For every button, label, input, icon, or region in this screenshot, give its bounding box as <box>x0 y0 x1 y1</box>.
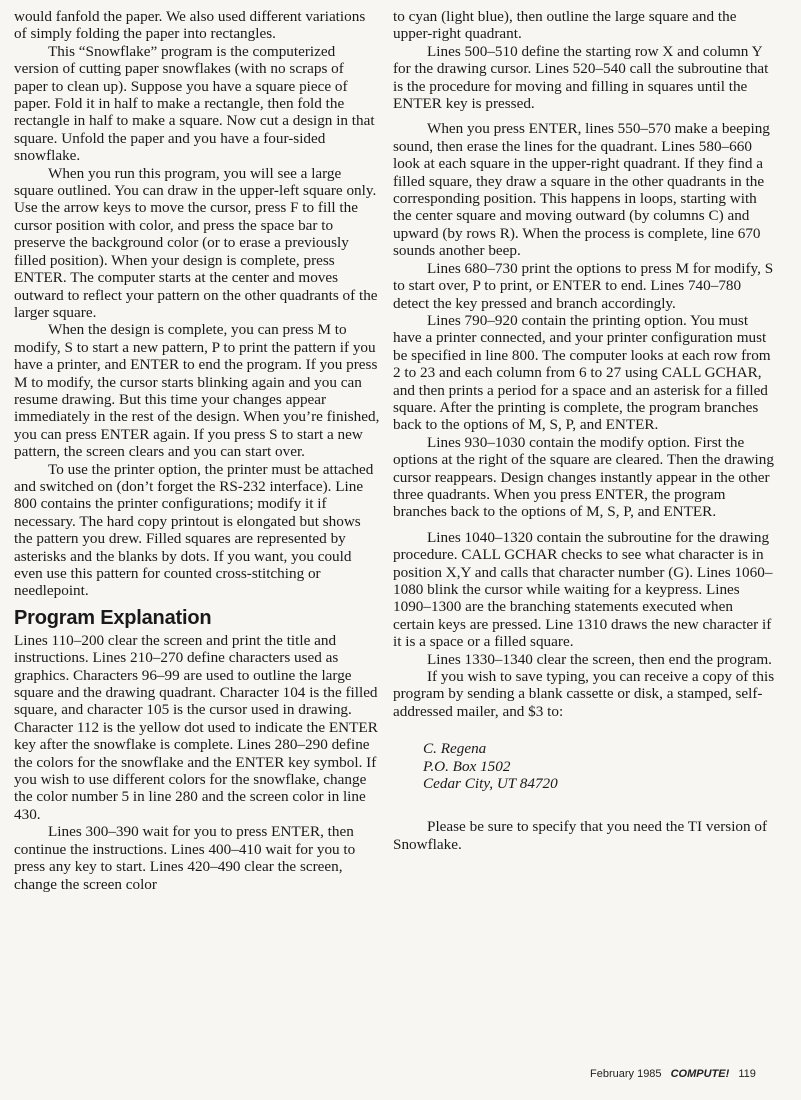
paragraph: Lines 110–200 clear the screen and print the title and instructions. Lines 210–270 define characters used as graphics. Characters 96–99 are used to outline the large square and the drawing quadrant. Character 104 is the filled square, and character 105 is the cursor used in drawing. Character 112 is the yellow dot used to indicate the ENTER key after the snowflake is complete. Lines 280–290 define the colors for the snowflake and the ENTER key symbol. If you wish to use different colors for the snowflake, change the color number 5 in line 280 and the screen color in line 430. <box>14 631 378 823</box>
paragraph: If you wish to save typing, you can receive a copy of this program by sending a blank cassette or disk, a stamped, self-addressed mailer, and $3 to: <box>393 668 775 720</box>
address-line: C. Regena <box>423 740 487 758</box>
paragraph: Lines 790–920 contain the printing option. You must have a printer connected, and your printer configuration must be specified in line 800. The computer looks at each row from 2 to 23 and each column from 6 to 27 using CALL GCHAR, and then prints a period for a space and an asterisk for a filled square. After the printing is complete, the program branches back to the options of M, S, P, and ENTER. <box>393 311 771 434</box>
paragraph: would fanfold the paper. We also used different variations of simply folding the paper into rectangles. <box>14 8 366 43</box>
paragraph: Lines 300–390 wait for you to press ENTER, then continue the instructions. Lines 400–410 wait for you to press any key to start. Lines 420–490 clear the screen, change the screen color <box>14 823 356 893</box>
paragraph: To use the printer option, the printer must be attached and switched on (don’t forget the RS-232 interface). Line 800 contains the printer configurations; modify it if necessary. The hard copy printout is elongated but shows the pattern you drew. Filled squares are represented by asterisks and the blanks by dots. If you want, you could even use this pattern for counted cross-stitching or needlepoint. <box>14 460 374 600</box>
paragraph: to cyan (light blue), then outline the large square and the upper-right quadrant. <box>393 8 737 43</box>
paragraph: Lines 1040–1320 contain the subroutine for the drawing procedure. CALL GCHAR checks to see what character is in position X,Y and calls that character number (G). Lines 1060–1080 blink the cursor while waiting for a keypress. Lines 1090–1300 are the branching statements executed when certain keys are pressed. Line 1310 draws the new character if it is a space or a filled square. <box>393 528 773 651</box>
paragraph: Lines 680–730 print the options to press M for modify, S to start over, P to print, or ENTER to end. Lines 740–780 detect the key pressed and branch accordingly. <box>393 259 774 312</box>
address-line: Cedar City, UT 84720 <box>423 775 558 793</box>
page-footer <box>590 1068 756 1080</box>
paragraph: Lines 500–510 define the starting row X and column Y for the drawing cursor. Lines 520–540 call the subroutine that is the procedure for moving and filling in squares until the ENTER key is pressed. <box>393 42 769 113</box>
left-column <box>14 8 380 893</box>
address-line: P.O. Box 1502 <box>423 757 511 775</box>
issue-date: February 1985 <box>590 1068 662 1080</box>
paragraph: Lines 1330–1340 clear the screen, then end the program. <box>427 650 772 668</box>
right-column <box>393 8 777 853</box>
paragraph: Lines 930–1030 contain the modify option. First the options at the right of the square are cleared. Then the drawing cursor reappears. Design changes instantly appear in the other three quadrants. When you press ENTER, the program branches back to the options of M, S, P, and ENTER. <box>393 433 774 521</box>
mailing-address <box>423 740 777 792</box>
paragraph: When the design is complete, you can press M to modify, S to start a new pattern, P to print the pattern if you have a printer, and ENTER to end the program. If you press M to modify, the cursor starts blinking again and you can resume drawing. But this time your changes appear immediately in the rest of the design. When you’re finished, you can press ENTER again. If you press S to start a new pattern, the screen clears and you can start over. <box>14 321 380 461</box>
paragraph: When you run this program, you will see a large square outlined. You can draw in the upper-left square only. Use the arrow keys to move the cursor, press F to fill the cursor position with color, and press the space bar to preserve the background color (or to erase a previously filled position). When your design is complete, press ENTER. The computer starts at the center and moves outward to reflect your pattern on the other quadrants of the larger square. <box>14 164 378 321</box>
closing-paragraph: Please be sure to specify that you need the TI version of Snowflake. <box>393 818 768 853</box>
magazine-name: COMPUTE! <box>670 1068 730 1080</box>
paragraph: When you press ENTER, lines 550–570 make a beeping sound, then erase the lines for the quadrant. Lines 580–660 look at each square in the upper-right quadrant. If they find a filled square, they draw a square in the other quadrants in the corresponding position. This happens in loops, starting with the center square and moving outward (by columns C) and upward (by rows R). When the process is complete, line 670 sounds another beep. <box>393 120 770 260</box>
section-heading: Program Explanation <box>14 606 212 629</box>
paragraph: This “Snowflake” program is the computerized version of cutting paper snowflakes (with no scraps of paper to clean up). Suppose you have a square piece of paper. Fold it in half to make a rectangle, then fold the rectangle in half to make a square. Now cut a design in that square. Unfold the paper and you have a four-sided snowflake. <box>14 42 375 165</box>
page-number: 119 <box>738 1068 756 1080</box>
